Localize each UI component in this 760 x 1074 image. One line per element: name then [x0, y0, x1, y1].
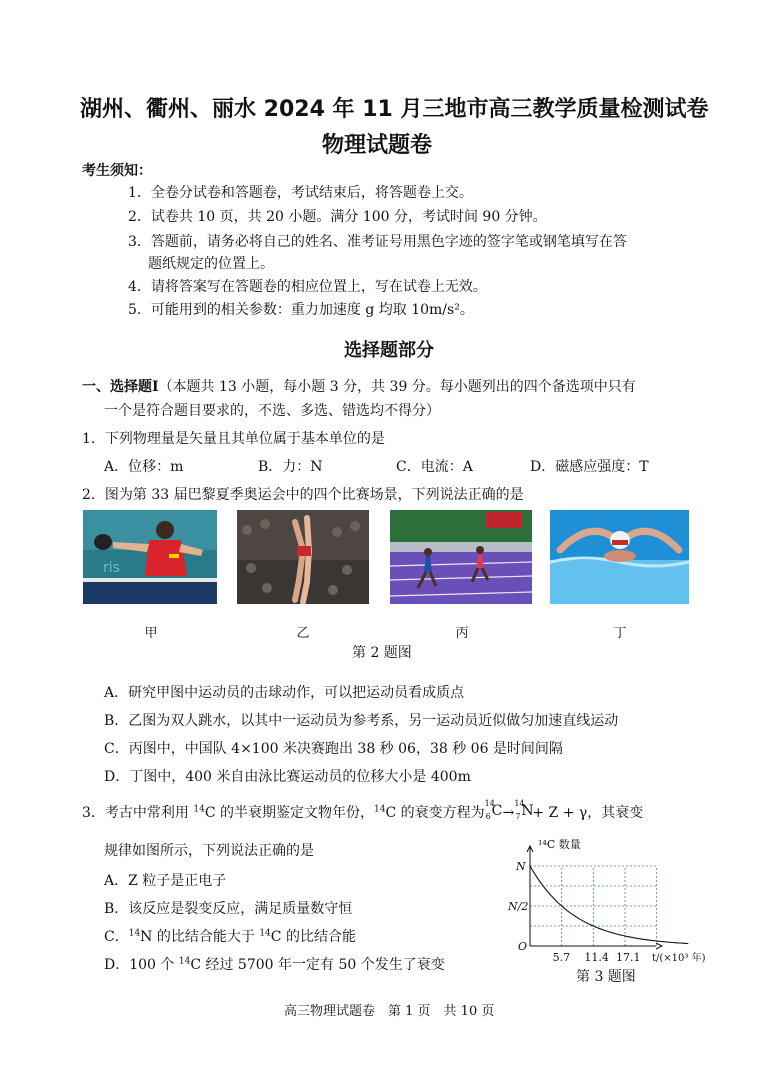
origin-label: O: [518, 940, 528, 953]
y-tick-label-n: N: [516, 860, 526, 873]
notice-item-4: 4．请将答案写在答题卷的相应位置上，写在试卷上无效。: [128, 279, 487, 295]
part1-desc-2: 一个是符合题目要求的，不选、多选、错选均不得分）: [104, 403, 440, 419]
notice-heading: 考生须知：: [82, 163, 152, 179]
decay-curve: [530, 866, 688, 944]
nuclide-nitrogen14: 14 7 N: [514, 799, 534, 821]
notice-item-1: 1．全卷分试卷和答题卷，考试结束后，将答题卷上交。: [128, 185, 473, 201]
notice-item-3: 3．答题前，请务必将自己的姓名、准考证号用黑色字迹的签字笔或钢笔填写在答: [128, 234, 627, 250]
notice-item-3-cont: 题纸规定的位置上。: [148, 256, 274, 272]
x-tick-label: 11.4: [584, 951, 609, 964]
decay-chart: [506, 834, 706, 964]
q3-option-c: C．$^{14}$N 的比结合能大于 $^{14}$C 的比结合能: [104, 928, 356, 945]
q2-option-a: A．研究甲图中运动员的击球动作，可以把运动员看成质点: [104, 685, 465, 701]
q3-stem-a: 3．考古中常利用: [82, 805, 194, 821]
x-tick-label: 17.1: [616, 951, 641, 964]
q3-stem-line2: 规律如图所示，下列说法正确的是: [104, 843, 314, 859]
q3-stem-line1: [82, 799, 644, 822]
q2-stem: 2．图为第 33 届巴黎夏季奥运会中的四个比赛场景，下列说法正确的是: [82, 487, 524, 503]
photo-sprint: [390, 510, 532, 604]
chart-title: ¹⁴C 数量: [538, 838, 581, 851]
photo-table-tennis: [83, 510, 217, 604]
y-tick-label-half: N/2: [508, 900, 529, 913]
x-axis-label: t/(×10³ 年): [652, 953, 706, 964]
q2-option-d: D．丁图中，400 米自由泳比赛运动员的位移大小是 400m: [104, 769, 471, 785]
q1-stem: 1．下列物理量是矢量且其单位属于基本单位的是: [82, 431, 385, 447]
decay-products: + Z + γ: [532, 805, 588, 821]
x-tick-label: 5.7: [552, 951, 571, 964]
part1-desc-1: （本题共 13 小题，每小题 3 分，共 39 分。每小题列出的四个备选项中只有: [158, 379, 636, 395]
q1-option-a: A．位移：m: [104, 459, 184, 475]
q1-option-c: C．电流：A: [396, 459, 473, 475]
photo-caption-yi: 乙: [296, 626, 310, 641]
part1-label: 一、选择题Ⅰ: [82, 379, 159, 395]
section-title: 选择题部分: [344, 340, 434, 361]
page-footer: 高三物理试题卷 第 1 页 共 10 页: [284, 1004, 495, 1019]
q2-option-c: C．丙图中，中国队 4×100 米决赛跑出 38 秒 06，38 秒 06 是时间间隔: [104, 741, 563, 757]
nuclide-carbon14: 14 6 C: [484, 799, 503, 821]
q1-option-d: D．磁感应强度：T: [530, 459, 649, 475]
exam-title-line2: 物理试题卷: [322, 133, 433, 158]
decay-arrow: →: [502, 805, 515, 821]
q2-option-b: B．乙图为双人跳水，以其中一运动员为参考系，另一运动员近似做匀加速直线运动: [104, 713, 619, 729]
notice-item-2: 2．试卷共 10 页，共 20 小题。满分 100 分，考试时间 90 分钟。: [128, 209, 547, 225]
notice-item-5: 5．可能用到的相关参数：重力加速度 g 均取 10m/s²。: [128, 302, 474, 318]
svg-text:ris: ris: [103, 560, 120, 576]
exam-title-line1: 湖州、衢州、丽水 2024 年 11 月三地市高三教学质量检测试卷: [80, 97, 709, 122]
q3-option-b: B．该反应是裂变反应，满足质量数守恒: [104, 901, 353, 917]
photo-caption-jia: 甲: [144, 626, 158, 641]
photo-caption-ding: 丁: [613, 626, 627, 641]
q3-mass-number-2: 14: [373, 804, 386, 815]
photo-diving: [237, 510, 369, 604]
q3-stem-b: C 的半衰期鉴定文物年份，: [204, 805, 374, 821]
photo-swimming: [550, 510, 689, 604]
q1-option-b: B．力：N: [258, 459, 323, 475]
q3-figure-caption: 第 3 题图: [576, 969, 636, 985]
q3-mass-number: 14: [193, 804, 205, 815]
q3-option-d: D．100 个 $^{14}$C 经过 5700 年一定有 50 个发生了衰变: [104, 956, 445, 973]
q3-stem-d: ，其衰变: [587, 805, 644, 821]
q3-stem-c: C 的衰变方程为: [385, 805, 485, 821]
part1-header: [82, 376, 636, 396]
q2-figure-caption: 第 2 题图: [352, 645, 412, 661]
photo-caption-bing: 丙: [455, 626, 469, 641]
q3-option-a: A．Z 粒子是正电子: [104, 873, 227, 889]
